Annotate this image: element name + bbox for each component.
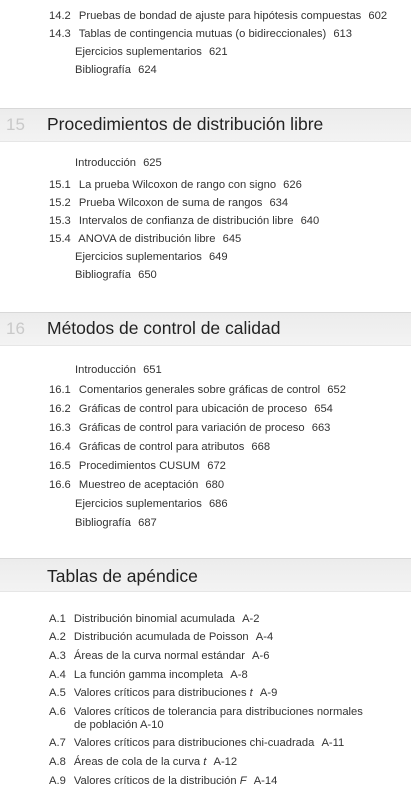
toc-entry-a8 [49, 755, 237, 769]
entry-number: A.5 [49, 687, 66, 699]
toc-entry-16-intro [75, 363, 162, 377]
entry-title: Pruebas de bondad de ajuste para hipótesis compuestas [78, 10, 362, 22]
entry-page: A-14 [253, 775, 278, 787]
entry-number: 15.4 [49, 233, 71, 245]
appendix-title: Tablas de apéndice [47, 566, 198, 586]
entry-title: La función gamma incompleta [73, 669, 224, 681]
toc-entry-a7 [49, 736, 344, 750]
entry-title: Introducción [75, 157, 136, 169]
entry-title: Distribución acumulada de Poisson [73, 631, 249, 643]
entry-page: 602 [368, 10, 388, 22]
entry-page: 686 [208, 498, 228, 510]
entry-page: 650 [138, 269, 157, 281]
entry-page: 651 [143, 364, 162, 376]
entry-title: Valores críticos de la distribución [73, 775, 237, 787]
entry-page: A-9 [259, 687, 278, 699]
entry-page: 613 [333, 28, 352, 40]
entry-title: Gráficas de control para ubicación de proceso [78, 403, 308, 415]
entry-number: 16.2 [49, 403, 71, 415]
entry-page: 652 [327, 384, 346, 396]
entry-title: Comentarios generales sobre gráficas de control [78, 384, 321, 396]
entry-title: Bibliografía [75, 64, 131, 76]
entry-title: Ejercicios suplementarios [75, 498, 202, 510]
toc-entry-a1 [49, 612, 260, 626]
toc-entry-a6-continuation [74, 718, 164, 732]
entry-page: 634 [269, 197, 289, 209]
toc-entry-16-exercises [75, 497, 228, 511]
entry-title: Procedimientos CUSUM [78, 460, 201, 472]
toc-entry-exercises-14 [75, 45, 228, 59]
entry-number: 16.3 [49, 422, 71, 434]
toc-entry-14-2 [49, 9, 387, 23]
toc-entry-16-4 [49, 440, 270, 454]
chapter-16-number: 16 [6, 319, 25, 338]
entry-number: A.4 [49, 669, 66, 681]
entry-title: Intervalos de confianza de distribución libre [78, 215, 294, 227]
toc-entry-a6 [49, 705, 363, 719]
toc-entry-16-3 [49, 421, 330, 435]
entry-title: Muestreo de aceptación [78, 479, 199, 491]
entry-title: Bibliografía [75, 269, 131, 281]
toc-entry-a4 [49, 668, 248, 682]
toc-entry-15-bibliography [75, 268, 157, 282]
entry-number: A.3 [49, 650, 66, 662]
toc-entry-15-2 [49, 196, 288, 210]
entry-page: A-2 [242, 613, 260, 625]
entry-page: 625 [143, 157, 162, 169]
entry-page: 649 [208, 251, 228, 263]
entry-page: 640 [300, 215, 320, 227]
entry-title: Ejercicios suplementarios [75, 251, 202, 263]
toc-entry-15-4 [49, 232, 241, 246]
entry-title: Áreas de la curva normal estándar [73, 650, 245, 662]
entry-number: 15.1 [49, 179, 71, 191]
entry-title: ANOVA de distribución libre [78, 233, 216, 245]
entry-number: 16.6 [49, 479, 71, 491]
entry-title: Gráficas de control para atributos [78, 441, 245, 453]
entry-title: Valores críticos para distribuciones [73, 687, 247, 699]
entry-page: A-8 [230, 669, 248, 681]
entry-title: Valores críticos para distribuciones chi-cuadrada [73, 737, 315, 749]
toc-entry-16-5 [49, 459, 226, 473]
toc-entry-16-6 [49, 478, 224, 492]
toc-entry-14-3 [49, 27, 352, 41]
entry-number: 14.3 [49, 28, 71, 40]
chapter-15-number: 15 [6, 115, 25, 134]
chapter-15-title: Procedimientos de distribución libre [47, 114, 324, 134]
entry-page: 621 [208, 46, 228, 58]
entry-symbol: t [203, 756, 207, 768]
entry-title: Bibliografía [75, 517, 131, 529]
entry-page: A-10 [139, 719, 164, 731]
entry-page: A-12 [213, 756, 238, 768]
entry-symbol: F [239, 775, 247, 787]
entry-number: A.2 [49, 631, 66, 643]
entry-symbol: t [249, 687, 253, 699]
entry-page: 654 [314, 403, 333, 415]
entry-page: A-6 [252, 650, 270, 662]
entry-number: 16.1 [49, 384, 71, 396]
entry-number: 14.2 [49, 10, 71, 22]
entry-title: Distribución binomial acumulada [73, 613, 235, 625]
chapter-16-title: Métodos de control de calidad [47, 318, 281, 338]
toc-entry-a2 [49, 630, 273, 644]
entry-title: La prueba Wilcoxon de rango con signo [78, 179, 277, 191]
toc-entry-16-1 [49, 383, 346, 397]
entry-number: 15.2 [49, 197, 71, 209]
entry-title: Valores críticos de tolerancia para distribuciones normales [73, 706, 363, 718]
entry-number: 16.4 [49, 441, 71, 453]
toc-entry-15-exercises [75, 250, 228, 264]
entry-page: 624 [138, 64, 157, 76]
entry-number: 15.3 [49, 215, 71, 227]
entry-number: A.9 [49, 775, 66, 787]
toc-entry-a9 [49, 774, 277, 788]
entry-title: Gráficas de control para variación de proceso [78, 422, 305, 434]
entry-page: 626 [283, 179, 302, 191]
entry-title: Introducción [75, 364, 136, 376]
toc-entry-15-3 [49, 214, 319, 228]
toc-entry-bibliography-14 [75, 63, 157, 77]
toc-entry-a5 [49, 686, 277, 700]
entry-page: 680 [205, 479, 225, 491]
entry-page: 668 [251, 441, 271, 453]
entry-page: A-11 [321, 737, 345, 749]
entry-number: A.1 [49, 613, 66, 625]
entry-title: Tablas de contingencia mutuas (o bidireccionales) [78, 28, 327, 40]
toc-entry-15-1 [49, 178, 302, 192]
entry-number: A.7 [49, 737, 66, 749]
toc-entry-16-bibliography [75, 516, 157, 530]
entry-page: A-4 [255, 631, 274, 643]
entry-title: Prueba Wilcoxon de suma de rangos [78, 197, 263, 209]
entry-number: 16.5 [49, 460, 71, 472]
toc-entry-a3 [49, 649, 269, 663]
toc-entry-15-intro [75, 156, 162, 170]
entry-page: 687 [138, 517, 157, 529]
entry-page: 663 [311, 422, 331, 434]
toc-entry-16-2 [49, 402, 333, 416]
entry-title: Áreas de cola de la curva [73, 756, 201, 768]
entry-page: 672 [207, 460, 226, 472]
entry-title: Ejercicios suplementarios [75, 46, 202, 58]
entry-number: A.6 [49, 706, 66, 718]
entry-title-continued: de población [74, 719, 138, 731]
entry-number: A.8 [49, 756, 66, 768]
entry-page: 645 [222, 233, 242, 245]
